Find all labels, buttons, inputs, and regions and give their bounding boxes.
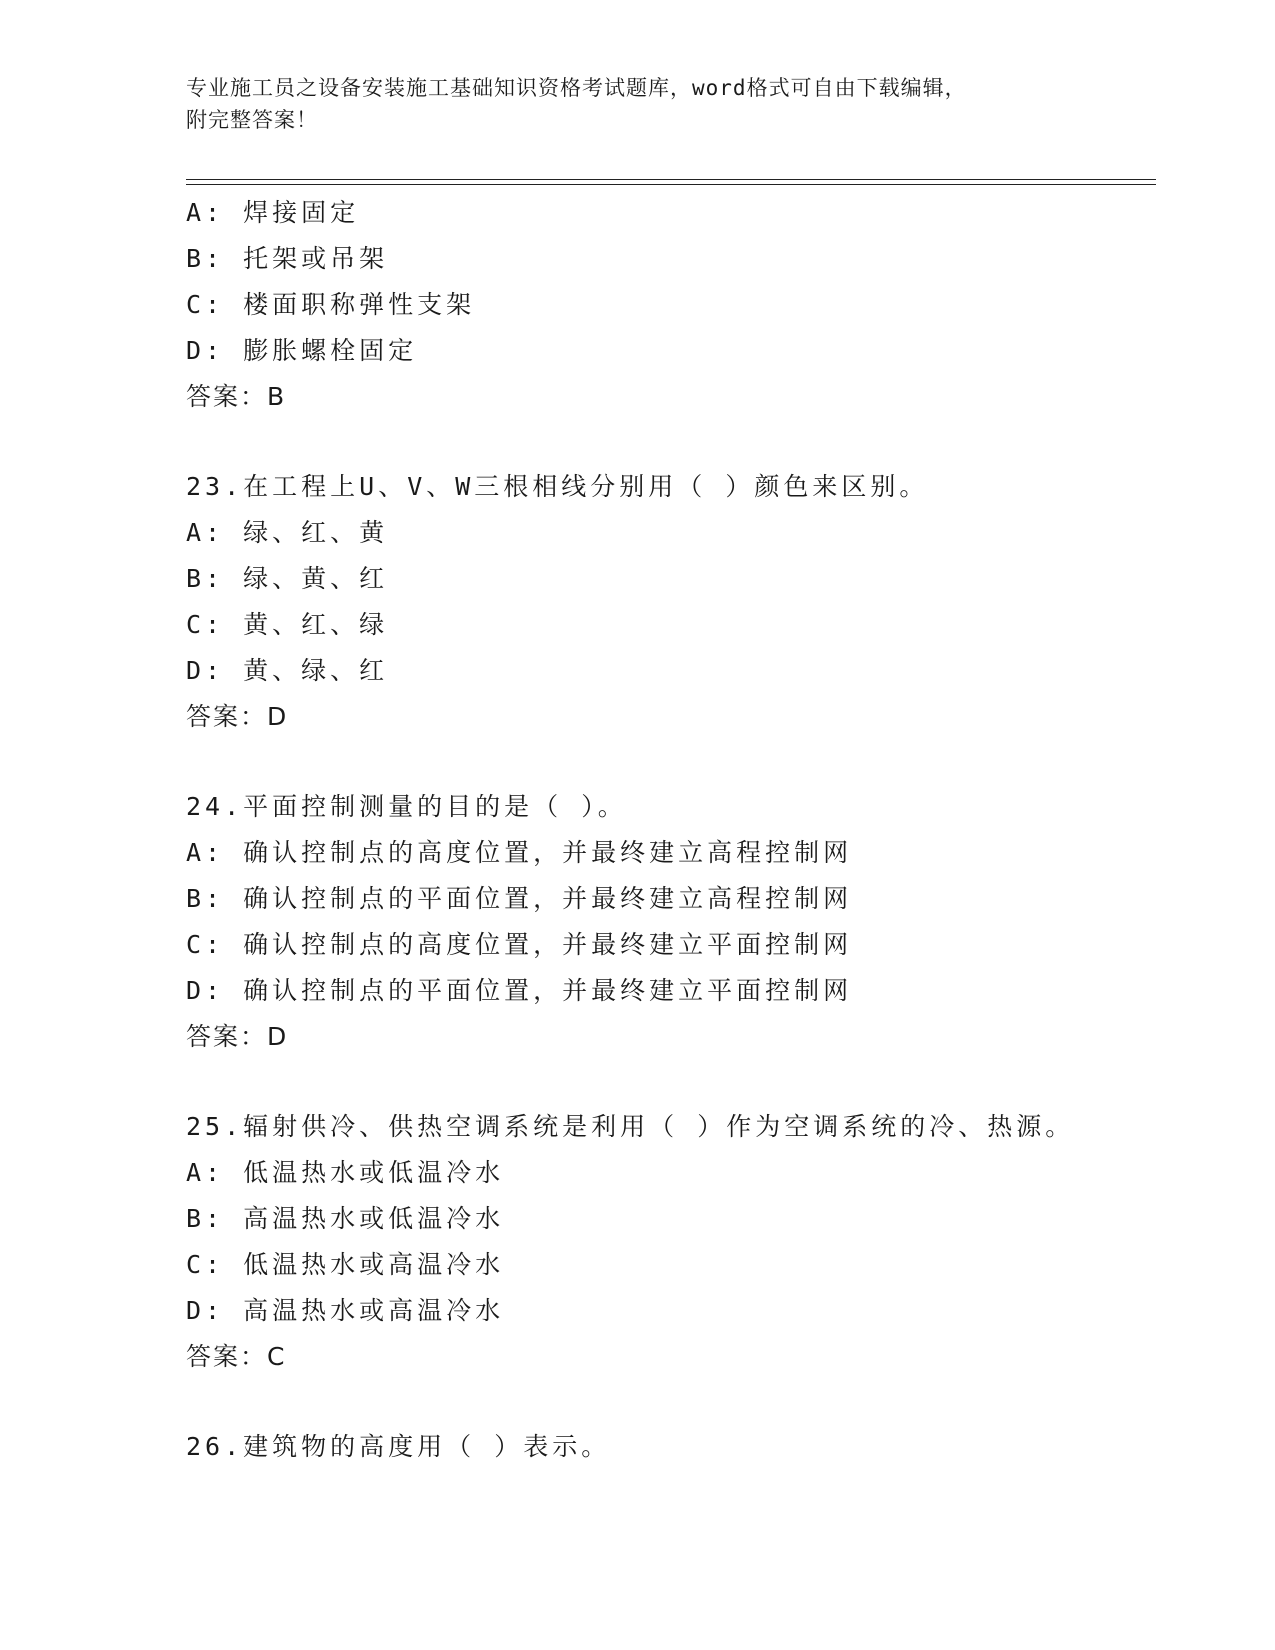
option-a: A: 绿、红、黄: [186, 518, 389, 547]
question-26: [186, 1424, 1156, 1470]
option-a: A: 低温热水或低温冷水: [186, 1158, 505, 1187]
question-text: 26.建筑物的高度用（ ）表示。: [186, 1432, 611, 1461]
option-b: B: 确认控制点的平面位置，并最终建立高程控制网: [186, 884, 853, 913]
document-header: [186, 72, 1086, 136]
answer: 答案：D: [186, 702, 289, 731]
option-b: B: 托架或吊架: [186, 244, 389, 273]
option-c: C: 楼面职称弹性支架: [186, 290, 476, 319]
question-23: [186, 464, 1156, 740]
question-24: [186, 784, 1156, 1060]
option-b: B: 高温热水或低温冷水: [186, 1204, 505, 1233]
question-text: 25.辐射供冷、供热空调系统是利用（ ）作为空调系统的冷、热源。: [186, 1112, 1075, 1141]
question-list: [186, 190, 1156, 1470]
question-text: 23.在工程上U、V、W三根相线分别用（ ）颜色来区别。: [186, 472, 929, 501]
option-c: C: 黄、红、绿: [186, 610, 389, 639]
answer: 答案：C: [186, 1342, 287, 1371]
answer: 答案：B: [186, 382, 287, 411]
spacer: [186, 1380, 1156, 1424]
question-25: [186, 1104, 1156, 1380]
option-d: D: 黄、绿、红: [186, 656, 389, 685]
option-d: D: 膨胀螺栓固定: [186, 336, 418, 365]
spacer: [186, 1060, 1156, 1104]
option-a: A: 确认控制点的高度位置，并最终建立高程控制网: [186, 838, 853, 867]
option-d: D: 高温热水或高温冷水: [186, 1296, 505, 1325]
option-c: C: 低温热水或高温冷水: [186, 1250, 505, 1279]
option-c: C: 确认控制点的高度位置，并最终建立平面控制网: [186, 930, 853, 959]
header-divider: [186, 179, 1156, 185]
document-page: [186, 0, 1156, 1650]
header-line-2: 附完整答案！: [186, 108, 318, 132]
question-22: [186, 190, 1156, 420]
option-b: B: 绿、黄、红: [186, 564, 389, 593]
option-a: A: 焊接固定: [186, 198, 360, 227]
spacer: [186, 740, 1156, 784]
header-line-1: 专业施工员之设备安装施工基础知识资格考试题库，word格式可自由下载编辑，: [186, 76, 967, 100]
option-d: D: 确认控制点的平面位置，并最终建立平面控制网: [186, 976, 853, 1005]
question-text: 24.平面控制测量的目的是（ ）。: [186, 792, 627, 821]
spacer: [186, 420, 1156, 464]
answer: 答案：D: [186, 1022, 289, 1051]
